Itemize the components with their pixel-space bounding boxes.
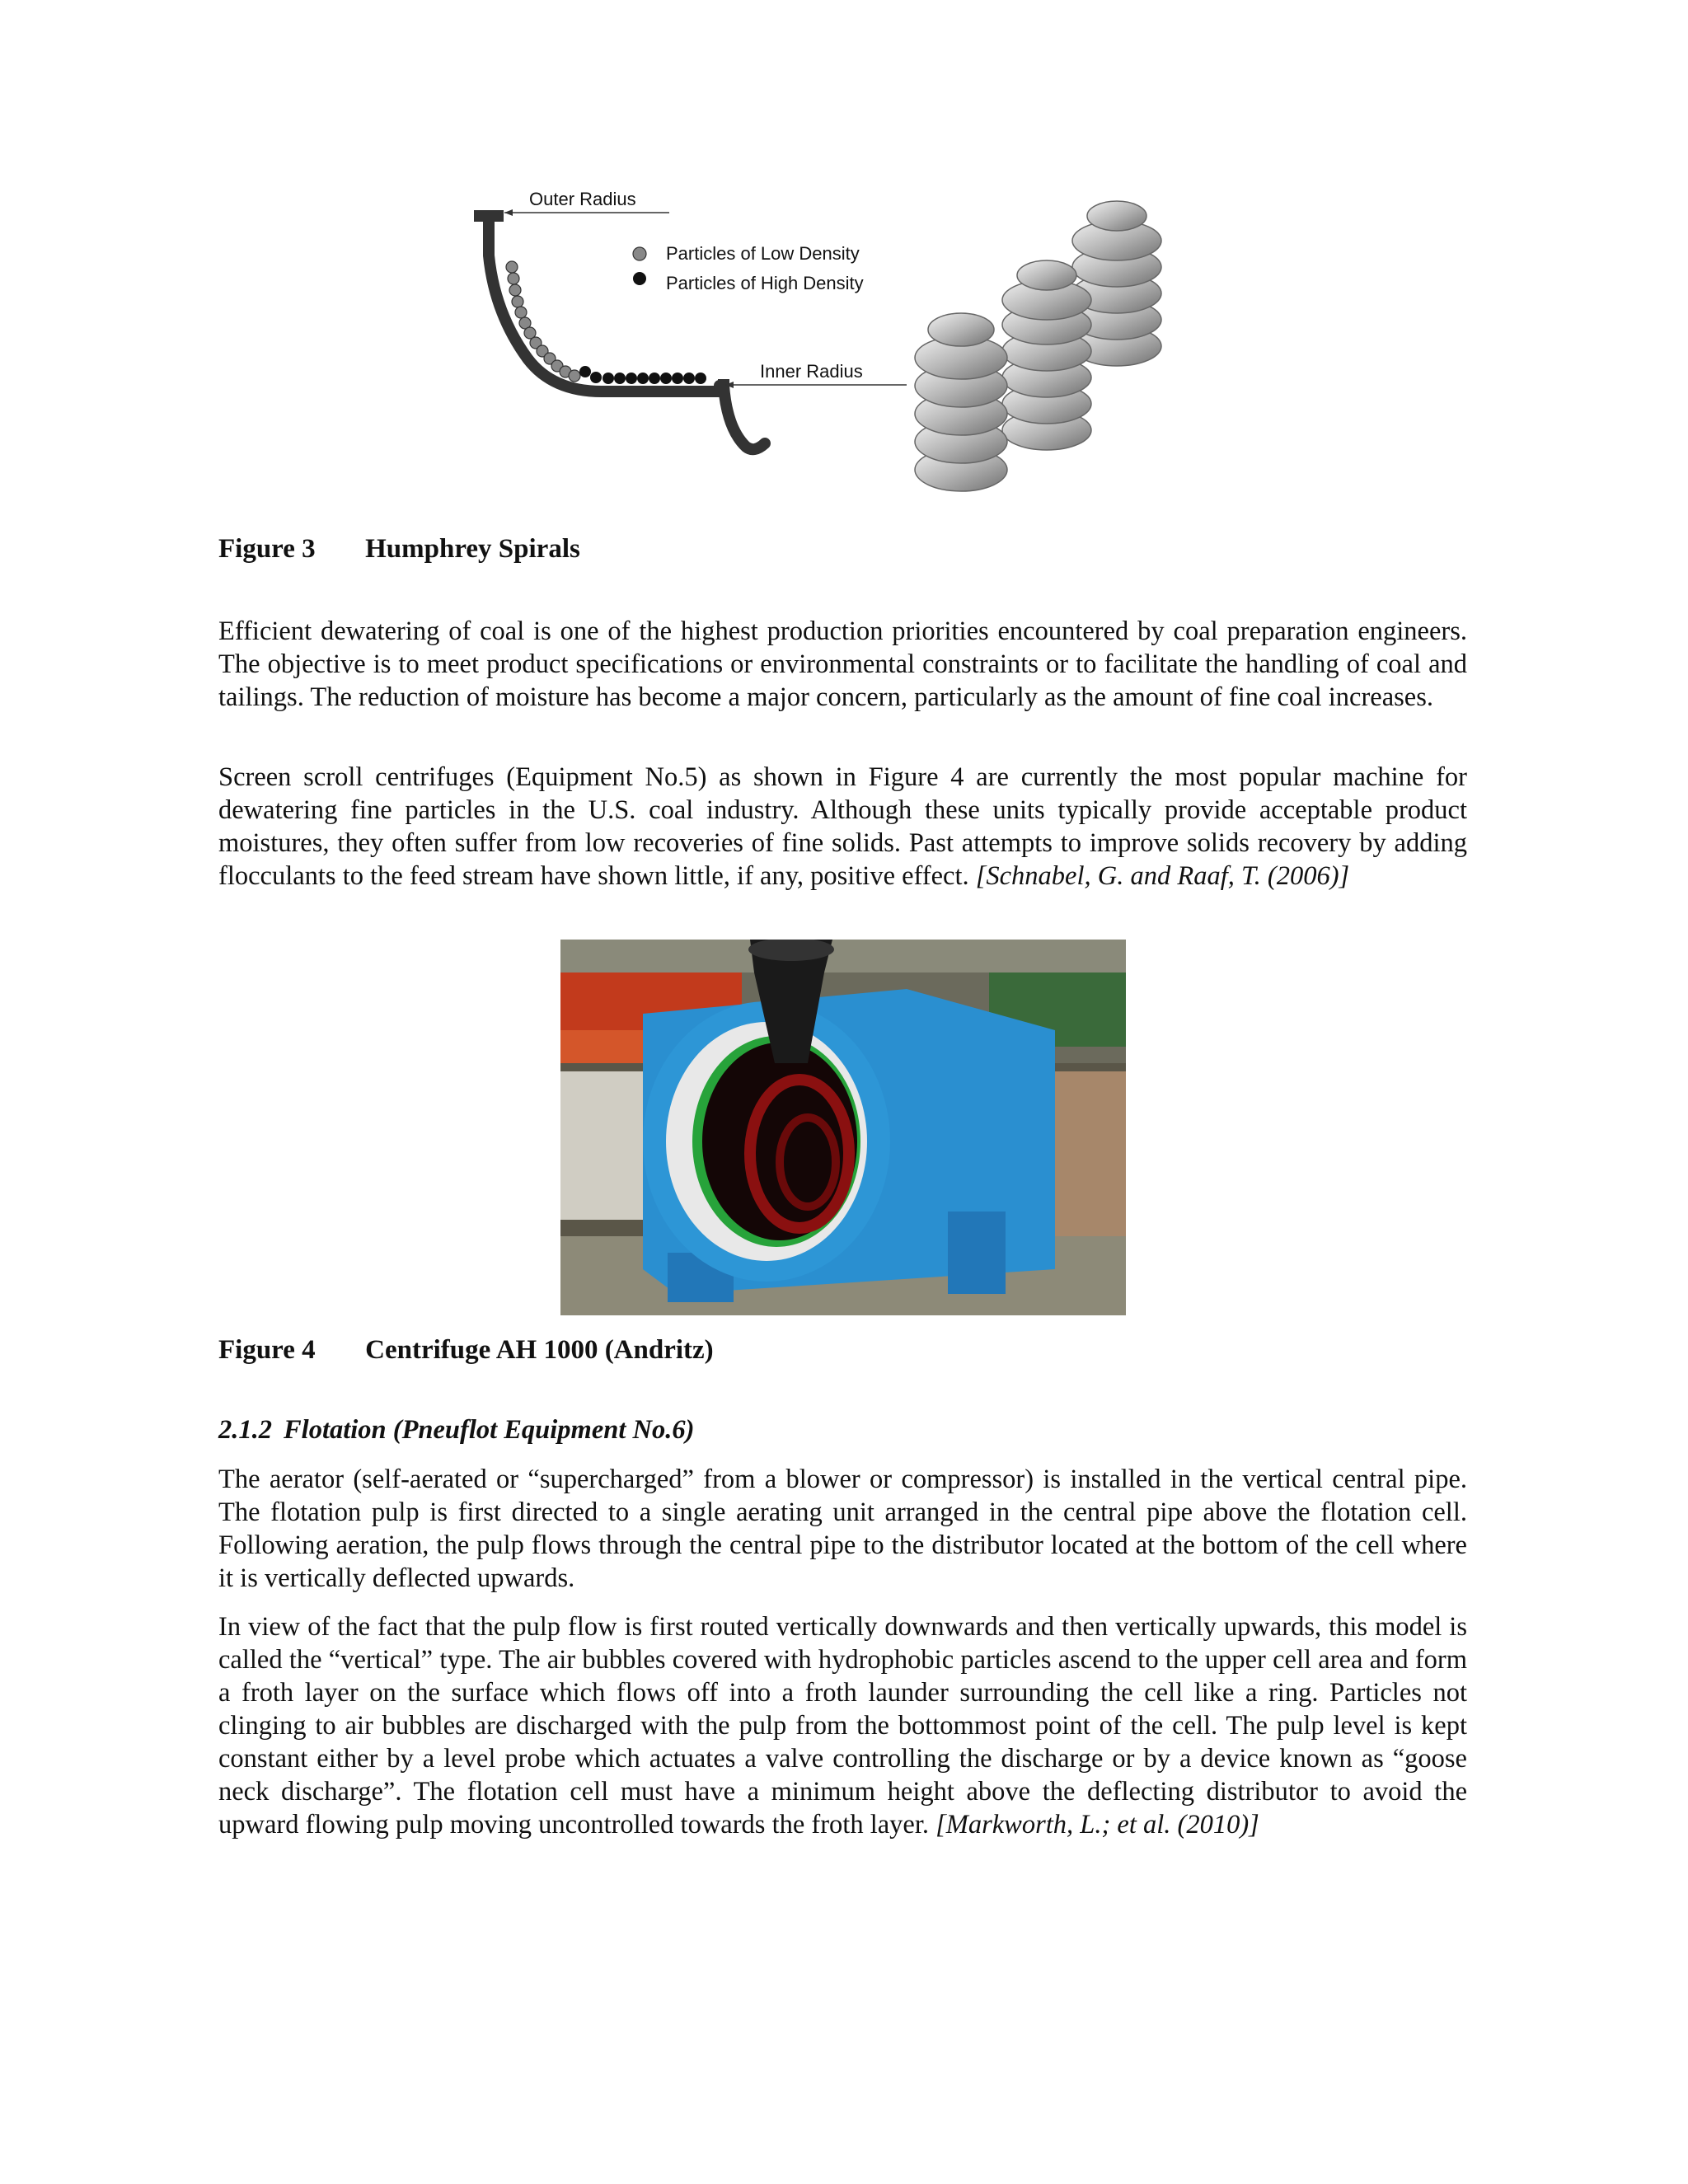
spiral-cross-section-diagram [462, 181, 907, 478]
inner-lip [720, 386, 765, 449]
section-number: 2.1.2 [218, 1415, 272, 1445]
citation-markworth: [Markworth, L.; et al. (2010)] [935, 1810, 1259, 1840]
figure-3-title: Humphrey Spirals [365, 534, 580, 564]
section-heading [218, 1415, 694, 1446]
paragraph-vertical-type [218, 1610, 1467, 1841]
inner-radius-label: Inner Radius [760, 361, 863, 382]
section-title: Flotation (Pneuflot Equipment No.6) [284, 1415, 695, 1445]
paragraph-dewatering: Efficient dewatering of coal is one of the highest production priorities encountered by coal preparation engineers. The objective is to meet product specifications or environmental constraints or to facilitate the handling of coal and tailings. The reduction of moisture has become a major concern, particularly as the amount of fine coal increases. [218, 616, 1467, 712]
outer-radius-label: Outer Radius [529, 189, 636, 209]
legend-low-density-marker [633, 247, 646, 260]
figure-3-number: Figure 3 [218, 534, 316, 564]
paragraph-centrifuges-text: Screen scroll centrifuges (Equipment No.5) as shown in Figure 4 are currently the most popular machine for dewatering fine particles in the U.S. coal industry. Although these units typically provide acceptable product moistures, they often suffer from low recoveries of fine solids. Past attempts to improve solids recovery by adding flocculants to the feed stream have shown little, if any, positive effect. [218, 762, 1467, 891]
legend-low-density-label: Particles of Low Density [666, 243, 860, 264]
figure-3-caption [218, 534, 580, 565]
humphrey-spirals-illustration [907, 198, 1179, 503]
figure-4-title: Centrifuge AH 1000 (Andritz) [365, 1335, 714, 1365]
paragraph-vertical-type-text: In view of the fact that the pulp flow is first routed vertically downwards and then vertically upwards, this model is called the “vertical” type. The air bubbles covered with hydrophobic particles ascend to the upper cell area and form a froth layer on the surface which flows off into a froth launder surrounding the cell like a ring. Particles not clinging to air bubbles are discharged with the pulp from the bottommost point of the cell. The pulp level is kept constant either by a level probe which actuates a valve controlling the discharge or by a device known as “goose neck discharge”. The flotation cell must have a minimum height above the deflecting distributor to avoid the upward flowing pulp moving uncontrolled towards the froth layer. [218, 1612, 1467, 1840]
paragraph-centrifuges [218, 761, 1467, 893]
spiral-stack-middle [1002, 260, 1091, 450]
figure-4-caption [218, 1335, 714, 1366]
spiral-stack-left [915, 313, 1007, 491]
high-density-particles [579, 366, 706, 384]
paragraph-aerator: The aerator (self-aerated or “supercharged” from a blower or compressor) is installed in the vertical central pipe. The flotation pulp is first directed to a single aerating unit arranged in the central pipe above the flotation cell. Following aeration, the pulp flows through the central pipe to the distributor located at the bottom of the cell where it is vertically deflected upwards. [218, 1465, 1467, 1593]
legend-high-density-label: Particles of High Density [666, 273, 864, 293]
low-density-particles [506, 261, 580, 382]
figure-4-number: Figure 4 [218, 1335, 316, 1365]
citation-schnabel: [Schnabel, G. and Raaf, T. (2006)] [975, 861, 1350, 891]
centrifuge-photo [560, 940, 1126, 1315]
legend-high-density-marker [633, 272, 646, 285]
